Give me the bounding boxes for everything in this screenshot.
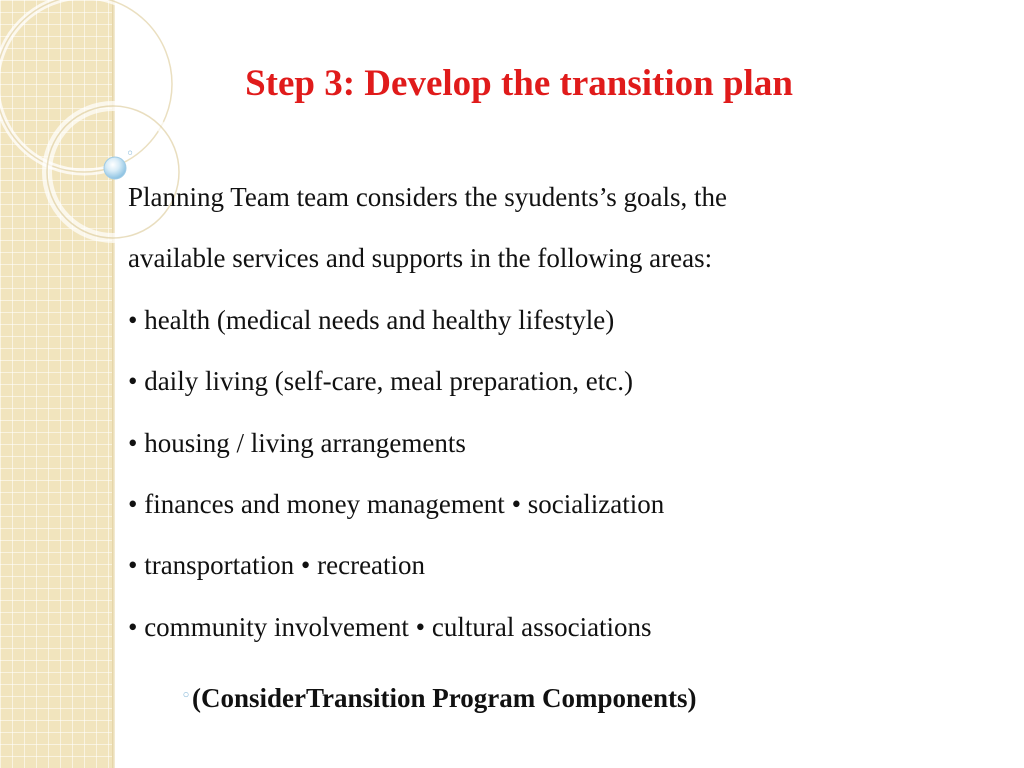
slide-title: Step 3: Develop the transition plan [245, 63, 793, 104]
footer-note [181, 676, 961, 718]
body-line: Planning Team team considers the syudents’s goals, the [128, 182, 728, 212]
bullet-item-housing: • housing / living arrangements [128, 427, 466, 458]
body-line: available services and supports in the following areas: [128, 243, 713, 274]
footer-note-text: (ConsiderTransition Program Components) [192, 683, 697, 713]
body-text [128, 172, 988, 663]
bullet-marker-icon: ◦ [181, 686, 192, 706]
bullet-marker-icon: ◦ [126, 146, 135, 162]
bullet-item-finances: • finances and money management • socialization [128, 488, 665, 519]
bullet-item-health: • health (medical needs and healthy lifestyle) [128, 304, 615, 335]
bullet-item-community: • community involvement • cultural associations [128, 611, 652, 642]
bullet-item-transportation: • transportation • recreation [128, 550, 426, 581]
bullet-item-daily-living: • daily living (self-care, meal preparation, etc.) [128, 366, 633, 397]
